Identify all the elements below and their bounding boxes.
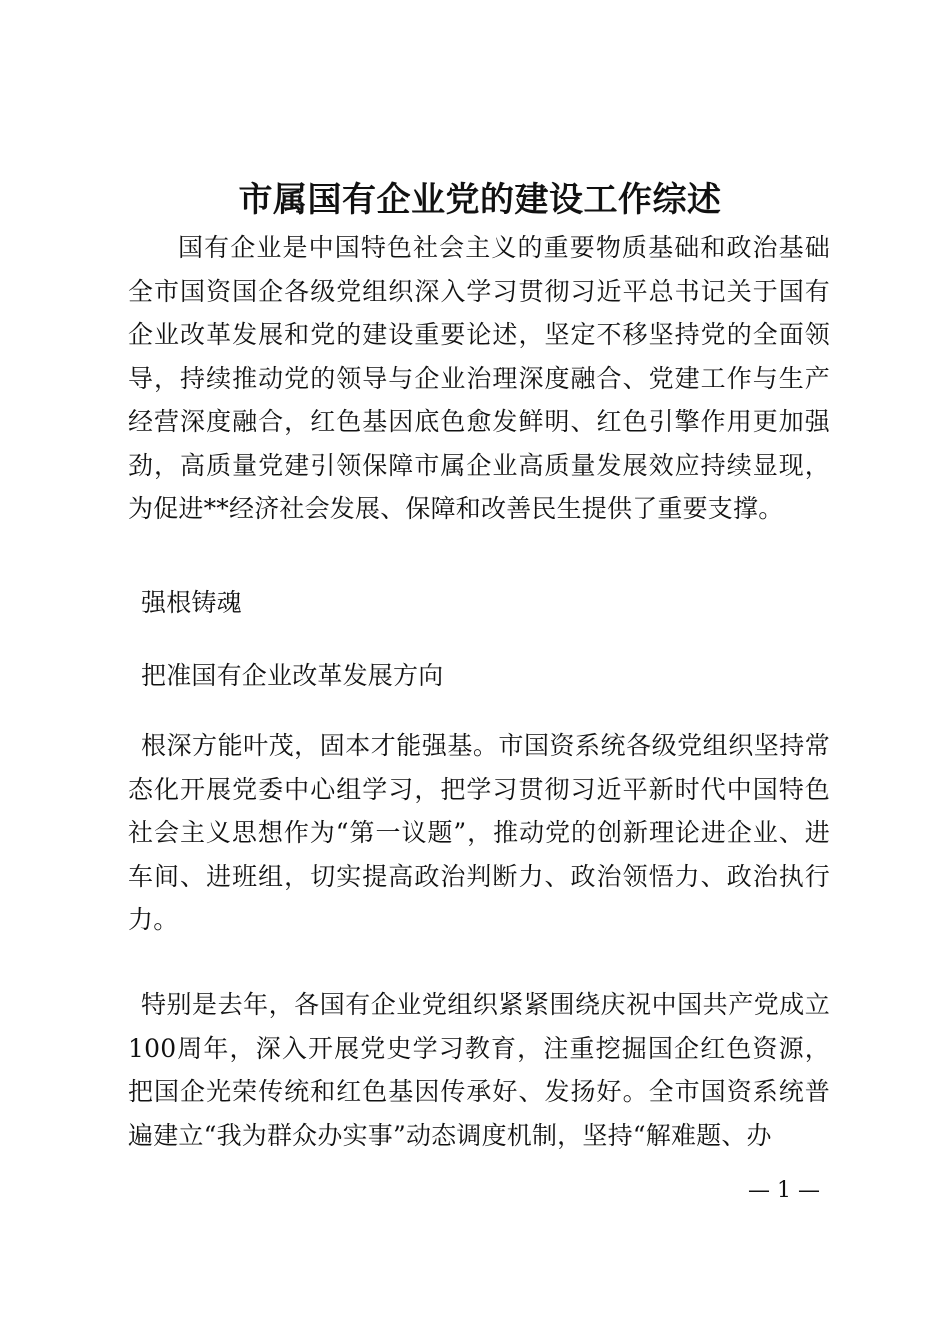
page-number: — 1 — (748, 1178, 820, 1203)
body-paragraph-2: 根深方能叶茂，固本才能强基。市国资系统各级党组织坚持常态化开展党委中心组学习，把学习贯彻习近平新时代中国特色社会主义思想作为“第一议题”，推动党的创新理论进企业、进车间、进班组，切实提高政治判断力、政治领悟力、政治执行力。 (128, 731, 830, 934)
section-heading-2: 把准国有企业改革发展方向 (141, 661, 444, 690)
intro-paragraph: 国有企业是中国特色社会主义的重要物质基础和政治基础全市国资国企各级党组织深入学习贯彻习近平总书记关于国有企业改革发展和党的建设重要论述，坚定不移坚持党的全面领导，持续推动党的领导与企业治理深度融合、党建工作与生产经营深度融合，红色基因底色愈发鲜明、红色引擎作用更加强劲，高质量党建引领保障市属企业高质量发展效应持续显现，为促进**经济社会发展、保障和改善民生提供了重要支撑。 (128, 233, 830, 523)
document-title: 市属国有企业党的建设工作综述 (238, 180, 722, 220)
body-paragraph-3: 特别是去年，各国有企业党组织紧紧围绕庆祝中国共产党成立100周年，深入开展党史学习教育，注重挖掘国企红色资源，把国企光荣传统和红色基因传承好、发扬好。全市国资系统普遍建立“我为群众办实事”动态调度机制，坚持“解难题、办 (128, 990, 830, 1150)
section-heading-1: 强根铸魂 (141, 588, 242, 617)
